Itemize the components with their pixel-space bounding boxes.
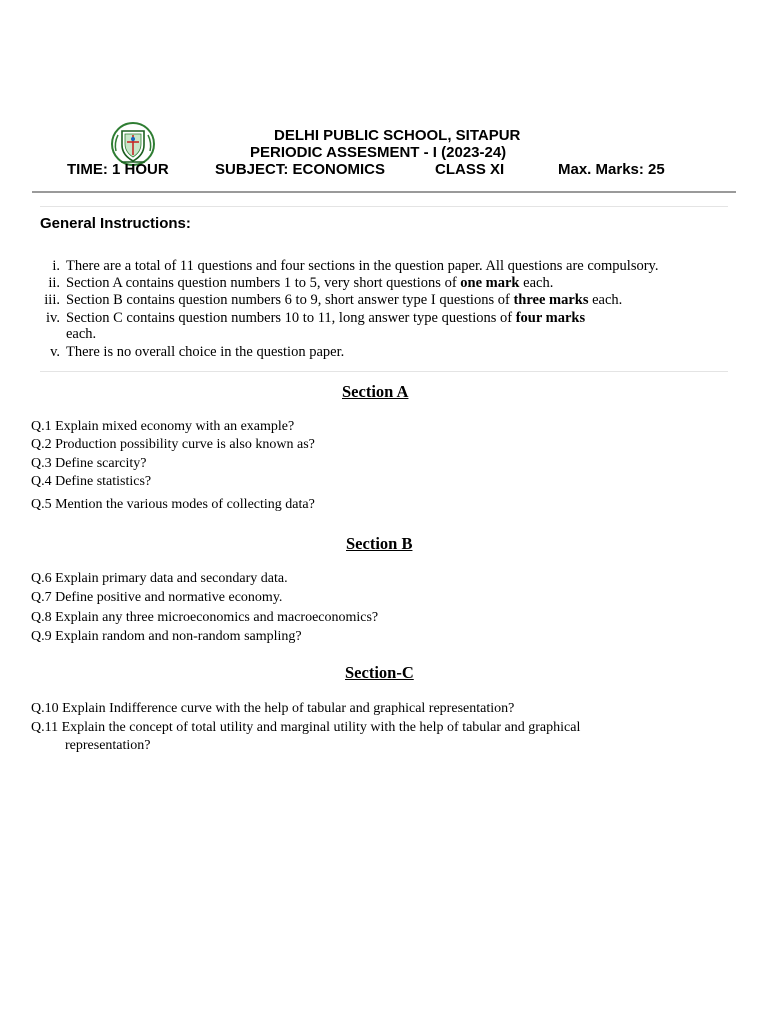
instruction-text: each. bbox=[519, 275, 554, 291]
section-c-title: Section-C bbox=[345, 663, 414, 682]
question-2: Q.2 Production possibility curve is also known as? bbox=[31, 437, 315, 452]
question-9: Q.9 Explain random and non-random sampling? bbox=[31, 629, 302, 644]
instruction-item bbox=[50, 344, 345, 361]
instructions-bottom-divider bbox=[40, 371, 728, 372]
question-8: Q.8 Explain any three microeconomics and macroeconomics? bbox=[31, 610, 379, 625]
instruction-item bbox=[48, 275, 554, 292]
max-marks: Max. Marks: 25 bbox=[558, 161, 665, 178]
instruction-continuation: each. bbox=[66, 326, 97, 342]
question-4: Q.4 Define statistics? bbox=[31, 474, 152, 489]
instructions-title: General Instructions: bbox=[40, 215, 191, 232]
question-3: Q.3 Define scarcity? bbox=[31, 456, 147, 471]
instruction-item bbox=[46, 310, 586, 327]
instruction-text: each. bbox=[588, 292, 623, 308]
header-divider bbox=[32, 191, 736, 193]
instruction-emphasis: one mark bbox=[460, 275, 520, 291]
instruction-text: There is no overall choice in the question paper. bbox=[66, 344, 345, 360]
instruction-emphasis: four marks bbox=[515, 310, 586, 326]
exam-subject: SUBJECT: ECONOMICS bbox=[215, 161, 386, 178]
section-a-title: Section A bbox=[342, 382, 409, 401]
instruction-item bbox=[52, 258, 659, 275]
instruction-emphasis: three marks bbox=[513, 292, 589, 308]
section-b-title: Section B bbox=[346, 534, 413, 553]
instruction-number: ii. bbox=[48, 275, 60, 291]
instructions-top-divider bbox=[40, 206, 728, 207]
question-7: Q.7 Define positive and normative economy. bbox=[31, 590, 283, 605]
instruction-item bbox=[44, 292, 623, 309]
school-name: DELHI PUBLIC SCHOOL, SITAPUR bbox=[274, 127, 521, 144]
question-1: Q.1 Explain mixed economy with an example? bbox=[31, 419, 295, 434]
instruction-text: There are a total of 11 questions and four sections in the question paper. All questions are compulsory. bbox=[66, 258, 659, 274]
exam-time: TIME: 1 HOUR bbox=[67, 161, 169, 178]
question-10: Q.10 Explain Indifference curve with the help of tabular and graphical representation? bbox=[31, 701, 515, 716]
instruction-number: i. bbox=[52, 258, 60, 274]
question-11: Q.11 Explain the concept of total utility and marginal utility with the help of tabular and graphical bbox=[31, 720, 581, 735]
instruction-text: Section B contains question numbers 6 to 9, short answer type I questions of bbox=[66, 292, 514, 308]
instruction-number: iv. bbox=[46, 310, 60, 326]
instruction-number: iii. bbox=[44, 292, 60, 308]
instruction-text: Section C contains question numbers 10 to 11, long answer type questions of bbox=[66, 310, 516, 326]
instruction-number: v. bbox=[50, 344, 60, 360]
exam-class: CLASS XI bbox=[435, 161, 505, 178]
instruction-text: Section A contains question numbers 1 to 5, very short questions of bbox=[66, 275, 461, 291]
exam-title: PERIODIC ASSESMENT - I (2023-24) bbox=[250, 144, 507, 161]
question-6: Q.6 Explain primary data and secondary data. bbox=[31, 571, 288, 586]
question-5: Q.5 Mention the various modes of collecting data? bbox=[31, 497, 315, 512]
question-11-continuation: representation? bbox=[65, 738, 151, 753]
